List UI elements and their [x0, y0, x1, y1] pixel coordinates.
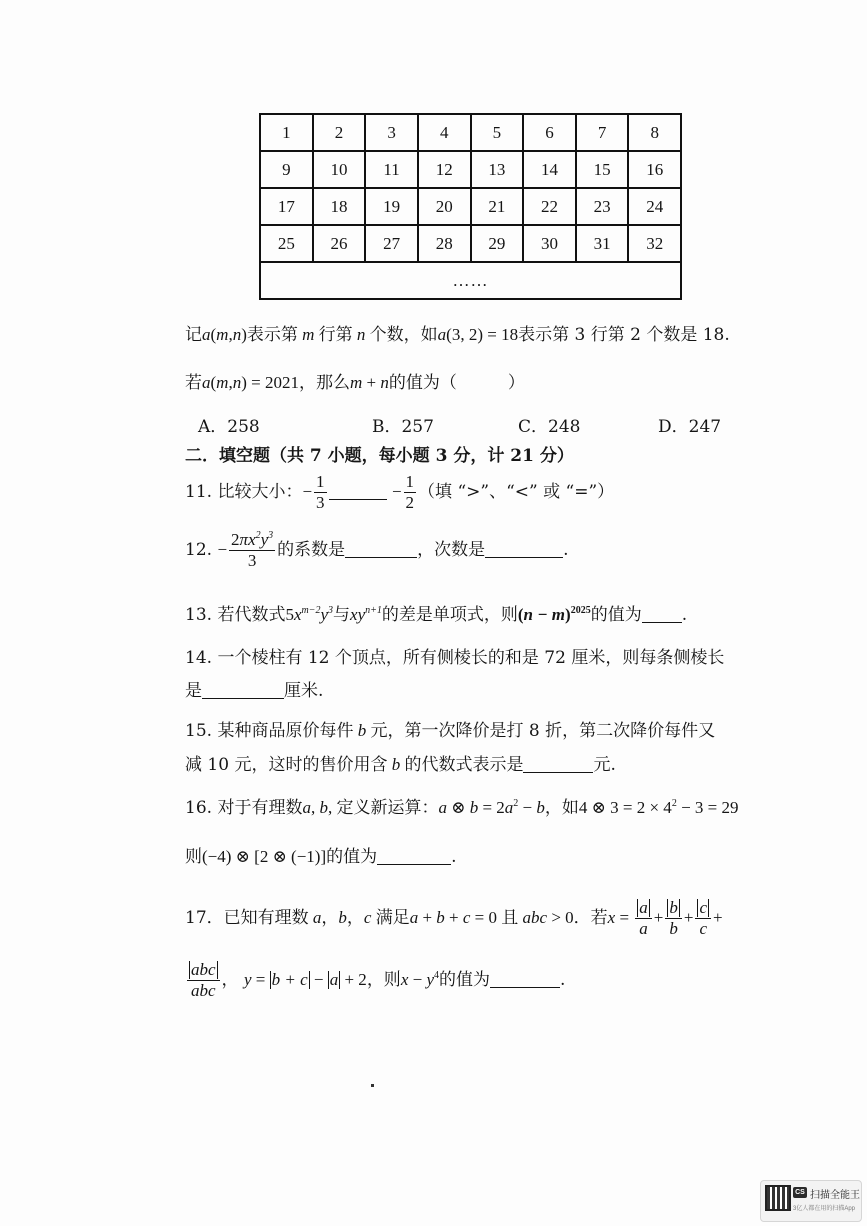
q10-line2: 若a(m,n) = 2021，那么m + n的值为（ ） — [185, 373, 525, 393]
q17-line2: $\frac{\text{abc}}{\text{abc}}$ ， y = b + c − a + 2，则$x - y^4$的值为 . — [185, 960, 565, 1001]
table-cell: 3 — [365, 114, 418, 151]
q13: 13. 若代数式$5x^{m-2}y^3$与$xy^{n+1}$的差是单项式，则$(n - m)^{2025}$的值为 . — [185, 605, 688, 625]
table-cell: 30 — [523, 225, 576, 262]
q10-option-d: D．247 — [658, 417, 722, 437]
q15-answer-blank — [523, 756, 593, 773]
table-cell: 16 — [628, 151, 681, 188]
number-table — [259, 113, 682, 300]
q17-line1: 17．已知有理数 a，b，c 满足a + b + c = 0 且 abc > 0．若x = $\frac{a}{a}$ + $\frac{b}{b}$ + $\frac{c}{c}$ + — [185, 898, 723, 938]
q10-option-a: A．258 — [198, 417, 260, 437]
q12: 12. − $\frac{2\pi x^2y^3}{3}$ 的系数是 ，次数是 . — [185, 530, 569, 570]
table-row — [260, 262, 681, 299]
stray-mark — [371, 1084, 374, 1087]
q14-answer-blank — [202, 682, 284, 699]
table-cell: 10 — [313, 151, 366, 188]
table-cell: 5 — [471, 114, 524, 151]
table-cell: 14 — [523, 151, 576, 188]
scanner-watermark — [760, 1180, 862, 1222]
table-cell: 18 — [313, 188, 366, 225]
table-cell: 28 — [418, 225, 471, 262]
section-heading: 二．填空题（共 7 小题，每小题 3 分，计 21 分） — [185, 446, 574, 466]
q12-degree-blank — [485, 541, 563, 558]
table-cell: 19 — [365, 188, 418, 225]
q15-line1: 15. 某种商品原价每件 b 元，第一次降价是打 8 折，第二次降价每件又 — [185, 721, 716, 741]
watermark-app-name: 扫描全能王 — [810, 1190, 860, 1201]
q14-line2: 是 厘米. — [185, 681, 324, 701]
table-cell: 32 — [628, 225, 681, 262]
table-cell: 26 — [313, 225, 366, 262]
table-cell: 21 — [471, 188, 524, 225]
camscanner-logo-icon: CS — [793, 1187, 807, 1198]
table-cell: 23 — [576, 188, 629, 225]
table-ellipsis: …… — [260, 262, 681, 299]
table-cell: 17 — [260, 188, 313, 225]
table-cell: 4 — [418, 114, 471, 151]
q13-answer-blank — [642, 606, 682, 623]
q10-option-b: B．257 — [372, 417, 434, 437]
table-row — [260, 151, 681, 188]
q16-answer-blank — [377, 848, 451, 865]
table-row — [260, 188, 681, 225]
table-cell: 6 — [523, 114, 576, 151]
q11-answer-blank — [329, 483, 387, 500]
q16-line2: 则(−4) ⊗ [2 ⊗ (−1)]的值为 . — [185, 847, 457, 867]
table-cell: 25 — [260, 225, 313, 262]
table-cell: 24 — [628, 188, 681, 225]
watermark-tagline: 3亿人都在用的扫描App — [793, 1206, 856, 1212]
q14-line1: 14. 一个棱柱有 12 个顶点，所有侧棱长的和是 72 厘米，则每条侧棱长 — [185, 648, 725, 668]
q12-coefficient-blank — [345, 541, 417, 558]
table-cell: 31 — [576, 225, 629, 262]
q11: 11. 比较大小：− $\frac{1}{3}$ − $\frac{1}{2}$ （填 “>”、“<” 或 “=”） — [185, 472, 615, 512]
q15-line2: 减 10 元，这时的售价用含 b 的代数式表示是 元. — [185, 755, 616, 775]
q17-answer-blank — [490, 971, 560, 988]
q16-line1: 16. 对于有理数a, b, 定义新运算：a ⊗ $b = 2a^2 - b$，如4 ⊗ $3 = 2 \times 4^2 - 3 = 29$ — [185, 798, 739, 818]
table-cell: 8 — [628, 114, 681, 151]
table-cell: 7 — [576, 114, 629, 151]
table-cell: 11 — [365, 151, 418, 188]
qr-code-icon — [765, 1185, 791, 1211]
q10-line1: 记a(m,n)表示第 m 行第 n 个数，如a(3, 2) = 18表示第 3 行第 2 个数是 18. — [185, 325, 730, 345]
table-cell: 29 — [471, 225, 524, 262]
table-row — [260, 225, 681, 262]
table-cell: 2 — [313, 114, 366, 151]
table-cell: 27 — [365, 225, 418, 262]
table-cell: 1 — [260, 114, 313, 151]
table-cell: 15 — [576, 151, 629, 188]
table-row — [260, 114, 681, 151]
q10-option-c: C．248 — [518, 417, 581, 437]
table-cell: 13 — [471, 151, 524, 188]
table-cell: 22 — [523, 188, 576, 225]
table-cell: 20 — [418, 188, 471, 225]
table-cell: 12 — [418, 151, 471, 188]
table-cell: 9 — [260, 151, 313, 188]
